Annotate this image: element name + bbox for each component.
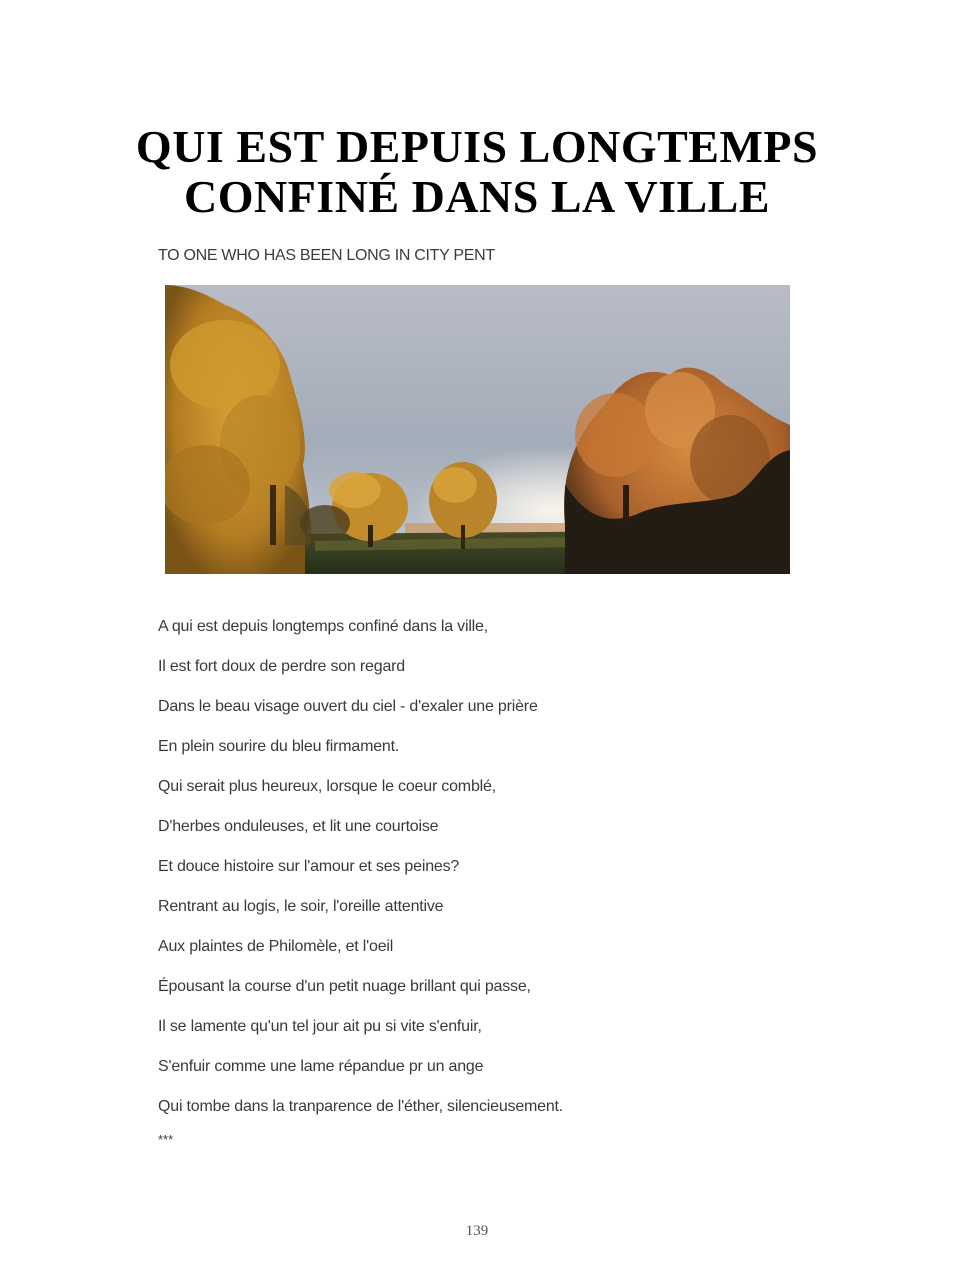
poem-line: Il se lamente qu'un tel jour ait pu si vite s'enfuir, xyxy=(158,1018,482,1035)
poem-line: En plein sourire du bleu firmament. xyxy=(158,738,400,755)
poem-line: Dans le beau visage ouvert du ciel - d'exaler une prière xyxy=(158,698,538,715)
poem-line: Aux plaintes de Philomèle, et l'oeil xyxy=(158,938,394,955)
poem-line: Épousant la course d'un petit nuage brillant qui passe, xyxy=(158,978,531,995)
poem-line: D'herbes onduleuses, et lit une courtoise xyxy=(158,818,439,835)
poem-line: S'enfuir comme une lame répandue pr un ange xyxy=(158,1058,484,1075)
poem-line: Et douce histoire sur l'amour et ses peines? xyxy=(158,858,460,875)
poem xyxy=(158,616,858,1148)
subtitle: TO ONE WHO HAS BEEN LONG IN CITY PENT xyxy=(158,247,495,264)
title-line-2: CONFINÉ DANS LA VILLE xyxy=(183,171,771,222)
page-number: 139 xyxy=(465,1223,489,1239)
poem-line: Rentrant au logis, le soir, l'oreille attentive xyxy=(158,898,444,915)
poem-line: Il est fort doux de perdre son regard xyxy=(158,658,405,675)
poem-line: Qui serait plus heureux, lorsque le coeur comblé, xyxy=(158,778,496,795)
poem-line: Qui tombe dans la tranparence de l'éther, silencieusement. xyxy=(158,1098,564,1115)
title-line-1: QUI EST DEPUIS LONGTEMPS xyxy=(135,121,819,172)
section-separator: *** xyxy=(158,1132,174,1147)
poem-line: A qui est depuis longtemps confiné dans la ville, xyxy=(158,618,488,635)
landscape-photo xyxy=(165,285,790,574)
page-title xyxy=(0,122,954,222)
